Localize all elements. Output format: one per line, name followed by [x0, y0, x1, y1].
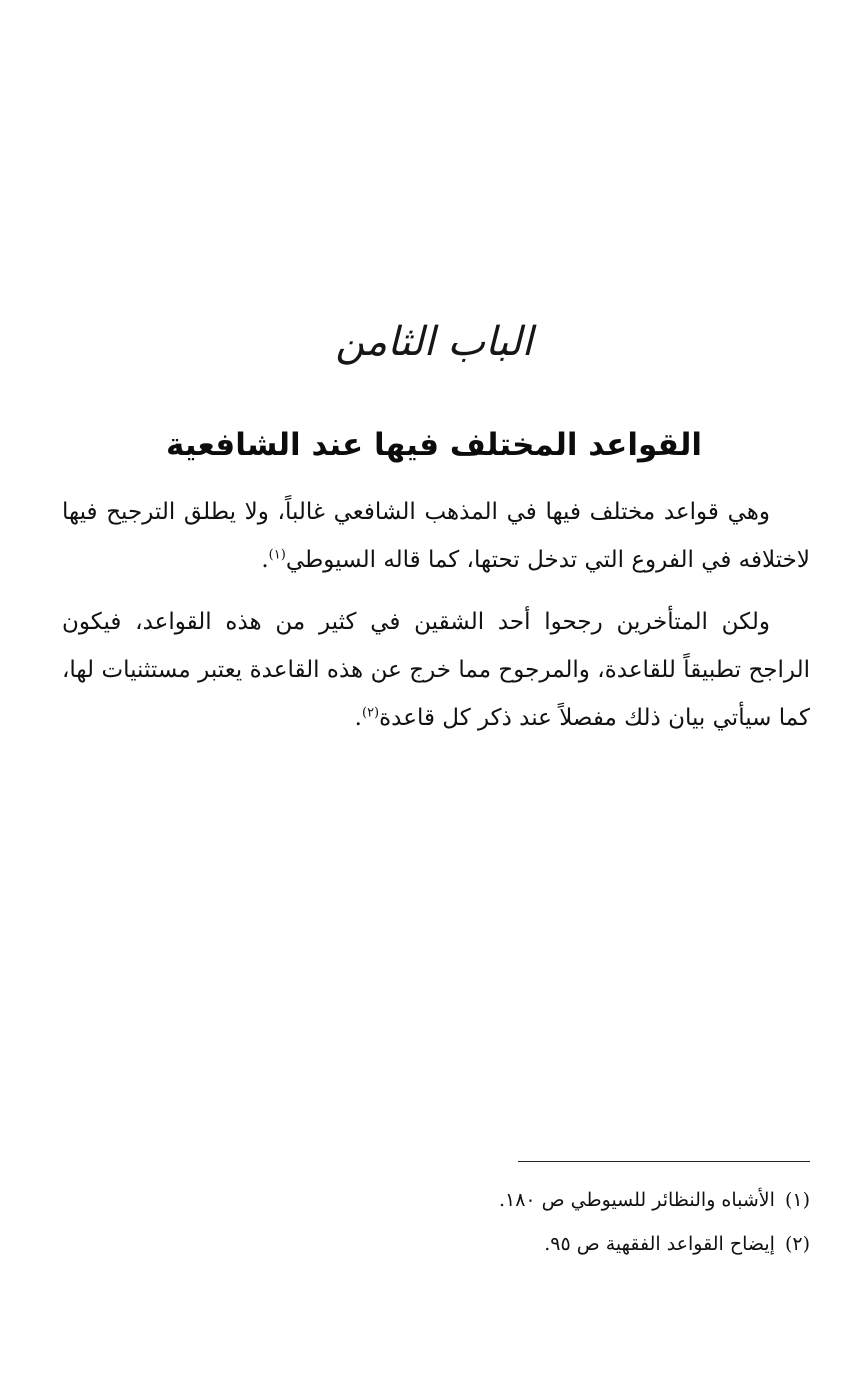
footnote-text: إيضاح القواعد الفقهية ص ٩٥.: [544, 1233, 775, 1255]
footnote-number: (١): [784, 1189, 810, 1211]
paragraph-text: وهي قواعد مختلف فيها في المذهب الشافعي غالباً، ولا يطلق الترجيح فيها لاختلافه في الفروع التي تدخل تحتها، كما قاله السيوطي: [62, 499, 810, 573]
section-title: القواعد المختلف فيها عند الشافعية: [165, 427, 702, 463]
footnote-number: (٢): [784, 1233, 810, 1255]
paragraph-end-mark: .: [261, 547, 269, 573]
chapter-heading: الباب الثامن: [335, 319, 533, 365]
footnote-reference: (٢): [361, 705, 380, 721]
footnotes-list: [62, 1178, 810, 1266]
paragraph-end-mark: .: [354, 705, 362, 731]
footnote-text: الأشباه والنظائر للسيوطي ص ١٨٠.: [498, 1189, 775, 1211]
body-paragraph-2: [62, 598, 810, 742]
footnote-divider: [518, 1161, 810, 1162]
paragraph-text: ولكن المتأخرين رجحوا أحد الشقين في كثير من هذه القواعد، فيكون الراجح تطبيقاً للقاعدة، والمرجوح مما خرج عن هذه القاعدة يعتبر مستثنيات لها، كما سيأتي بيان ذلك مفصلاً عند ذكر كل قاعدة: [62, 609, 810, 731]
footnote-1: [62, 1178, 810, 1222]
footnote-2: [62, 1222, 810, 1266]
body-paragraph-1: [62, 488, 810, 584]
footnote-reference: (١): [268, 547, 286, 563]
